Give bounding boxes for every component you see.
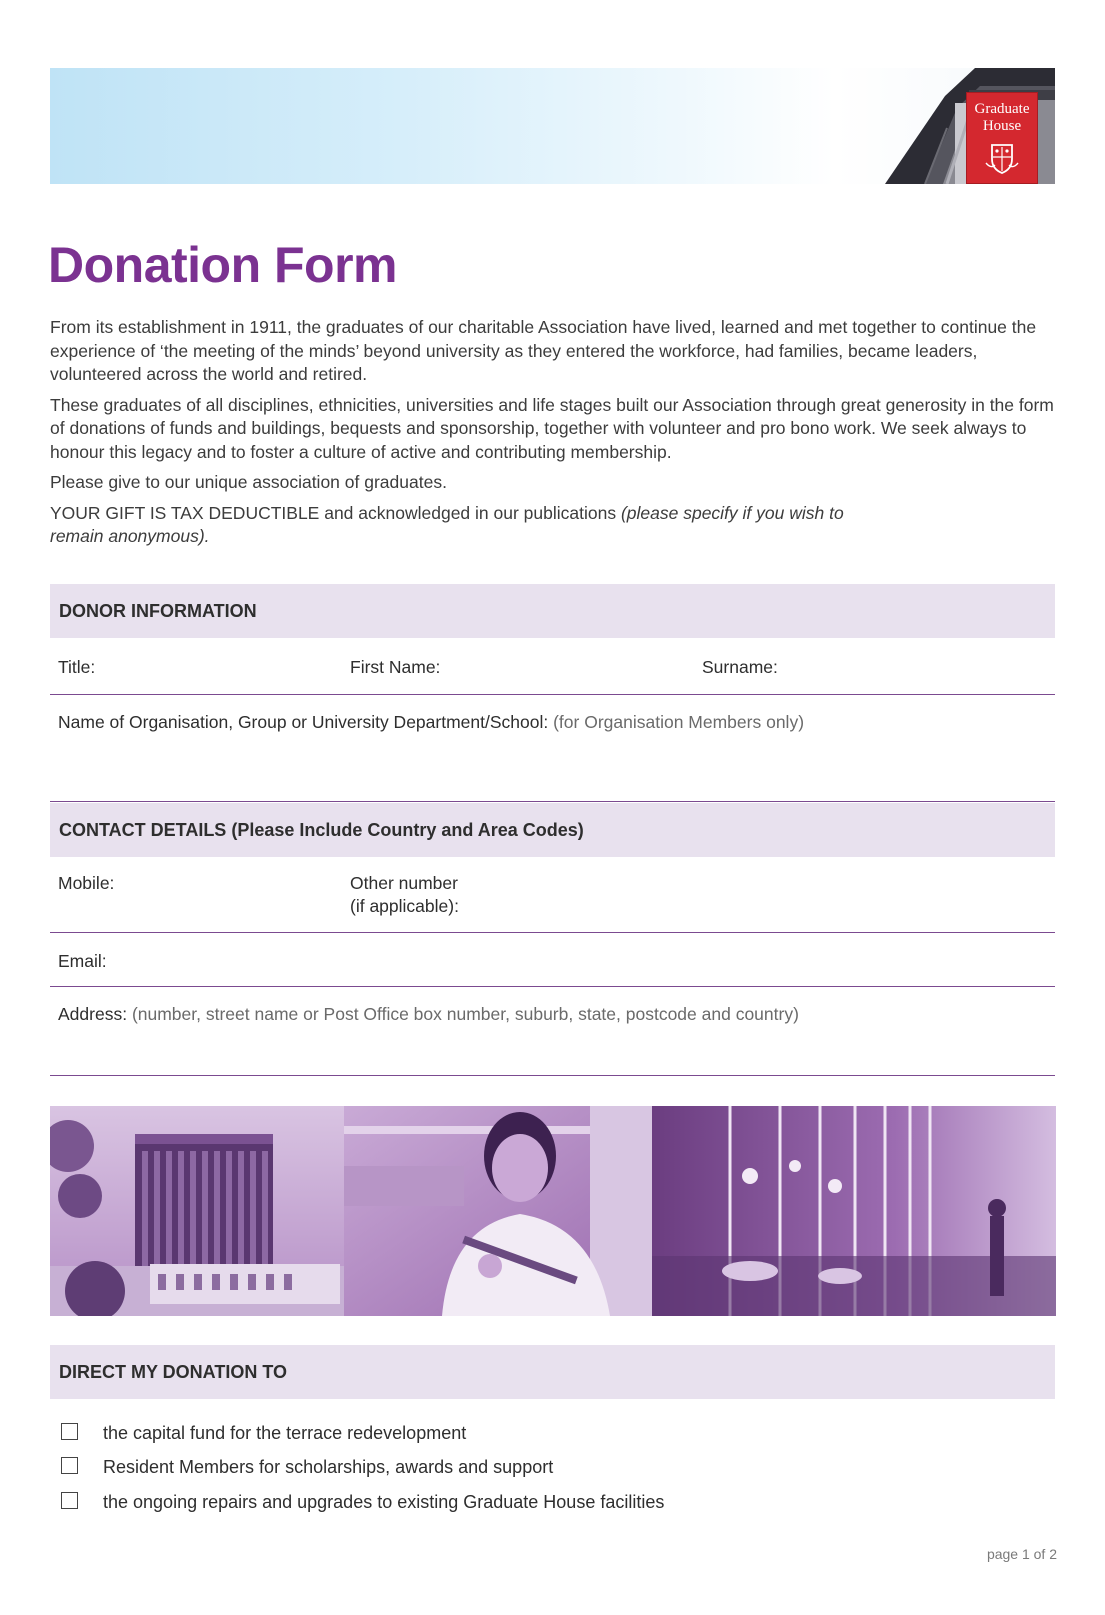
photo-strip bbox=[50, 1106, 1056, 1316]
divider bbox=[50, 801, 1055, 802]
option-label: Resident Members for scholarships, awards and support bbox=[103, 1457, 554, 1477]
title-field[interactable]: Title: bbox=[58, 657, 96, 677]
organisation-hint: (for Organisation Members only) bbox=[553, 712, 805, 732]
address-hint: (number, street name or Post Office box number, suburb, state, postcode and country) bbox=[131, 1004, 799, 1024]
sign-text-line2: House bbox=[982, 118, 1022, 134]
surname-field[interactable]: Surname: bbox=[702, 657, 778, 677]
graduate-house-sign bbox=[966, 92, 1038, 184]
other-number-field[interactable] bbox=[350, 872, 459, 918]
organisation-field[interactable] bbox=[58, 711, 804, 734]
anonymous-note: (please specify if you wish to remain anonymous). bbox=[50, 502, 844, 546]
page-title: Donation Form bbox=[48, 237, 398, 293]
option-label: the capital fund for the terrace redevelopment bbox=[103, 1423, 467, 1443]
intro-paragraph-2: These graduates of all disciplines, ethnicities, universities and life stages built our Association through great generosity in the form of donations of funds and buildings, bequests and sponsorship, together with volunteer and pro bono work. We seek always to honour this legacy and to foster a culture of active and contributing membership. bbox=[50, 394, 1054, 462]
header-banner bbox=[50, 68, 1055, 184]
page-number: page 1 of 2 bbox=[986, 1546, 1057, 1562]
sign-text-line1: Graduate bbox=[974, 101, 1030, 117]
student-lab-photo bbox=[344, 1106, 652, 1316]
contact-details-heading: CONTACT DETAILS (Please Include Country and Area Codes) bbox=[50, 803, 1055, 857]
divider bbox=[50, 986, 1055, 987]
email-field[interactable]: Email: bbox=[58, 951, 107, 971]
cafe-interior-photo bbox=[652, 1106, 1056, 1316]
checkbox[interactable] bbox=[61, 1492, 78, 1509]
mobile-field[interactable]: Mobile: bbox=[58, 873, 115, 893]
option-label: the ongoing repairs and upgrades to existing Graduate House facilities bbox=[103, 1492, 665, 1512]
checkbox[interactable] bbox=[61, 1457, 78, 1474]
intro-paragraph-3: Please give to our unique association of graduates. bbox=[50, 472, 447, 492]
crest-icon bbox=[983, 139, 1021, 177]
checkbox[interactable] bbox=[61, 1423, 78, 1440]
intro-paragraph-4 bbox=[50, 502, 880, 549]
address-label: Address: bbox=[58, 1004, 128, 1024]
first-name-field[interactable]: First Name: bbox=[350, 657, 441, 677]
address-field[interactable] bbox=[58, 1003, 799, 1026]
building-tower-photo bbox=[50, 1106, 344, 1316]
divider bbox=[50, 694, 1055, 695]
donor-info-heading: DONOR INFORMATION bbox=[50, 584, 1055, 638]
other-number-sublabel: (if applicable): bbox=[350, 896, 459, 916]
intro-text bbox=[50, 316, 1060, 556]
other-number-label: Other number bbox=[350, 873, 458, 893]
direct-donation-heading: DIRECT MY DONATION TO bbox=[50, 1345, 1055, 1399]
divider bbox=[50, 1075, 1055, 1076]
intro-paragraph-1: From its establishment in 1911, the graduates of our charitable Association have lived, learned and met together to continue the experience of ‘the meeting of the minds’ beyond university as they entered the workforce, had families, became leaders, volunteered across the world and retired. bbox=[50, 317, 1037, 384]
tax-deductible-text: YOUR GIFT IS TAX DEDUCTIBLE and acknowledged in our publications bbox=[50, 502, 621, 523]
divider bbox=[50, 932, 1055, 933]
organisation-label: Name of Organisation, Group or University Department/School: bbox=[58, 712, 549, 732]
